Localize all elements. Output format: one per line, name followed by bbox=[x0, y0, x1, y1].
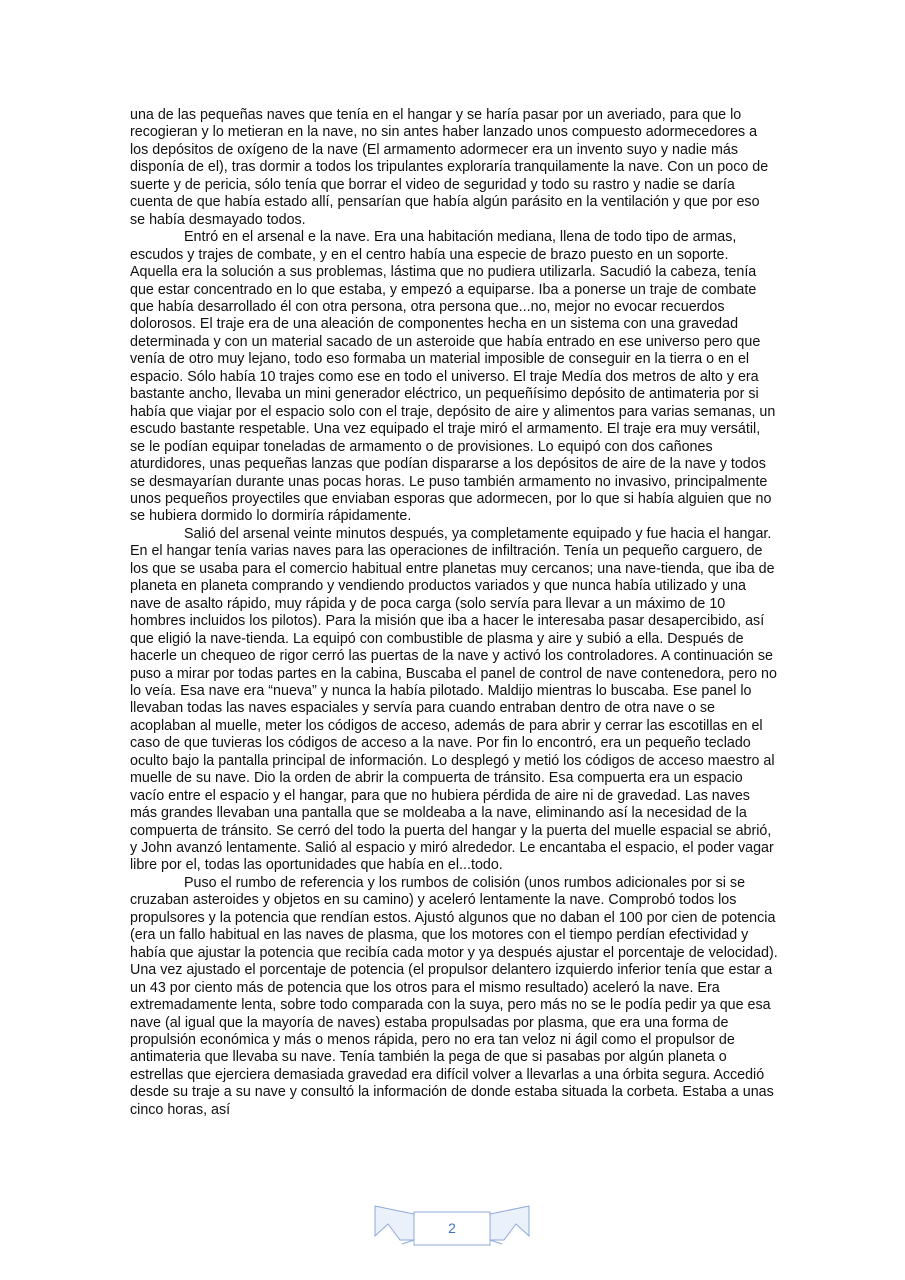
document-body bbox=[130, 107, 778, 1119]
paragraph-3: Salió del arsenal veinte minutos después, ya completamente equipado y fue hacia el hangar. En el hangar tenía varias naves para las operaciones de infiltración. Tenía un pequeño carguero, de los que se usaba para el comercio habitual entre planetas muy cercanos; una nave-tienda, que iba de planeta en planeta comprando y vendiendo productos variados y que nunca había utilizado y una nave de asalto rápido, muy rápida y de poca carga (solo servía para llevar a un máximo de 10 hombres incluidos los pilotos). Para la misión que iba a hacer le interesaba pasar desapercibido, así que eligió la nave-tienda. La equipó con combustible de plasma y aire y subió a ella. Después de hacerle un chequeo de rigor cerró las puertas de la nave y activó los controladores. A continuación se puso a mirar por todas partes en la cabina, Buscaba el panel de control de nave contenedora, pero no lo veía. Esa nave era “nueva” y nunca la había pilotado. Maldijo mientras lo buscaba. Ese panel lo llevaban todas las naves espaciales y servía para cuando entraban dentro de otra nave o se acoplaban al muelle, meter los códigos de acceso, además de para abrir y cerrar las escotillas en el caso de que tuvieras los códigos de acceso a la nave. Por fin lo encontró, era un pequeño teclado oculto bajo la pantalla principal de información. Lo desplegó y metió los códigos de acceso maestro al muelle de su nave. Dio la orden de abrir la compuerta de tránsito. Esa compuerta era un espacio vacío entre el espacio y el hangar, para que no hubiera pérdida de aire ni de gravedad. Las naves más grandes llevaban una pantalla que se moldeaba a la nave, eliminando así la necesidad de la compuerta de tránsito. Se cerró del todo la puerta del hangar y la puerta del muelle espacial se abrió, y John avanzó lentamente. Salió al espacio y miró alrededor. Le encantaba el espacio, el poder vagar libre por el, todas las oportunidades que había en el...todo. bbox=[130, 525, 777, 874]
paragraph-1: una de las pequeñas naves que tenía en el hangar y se haría pasar por un averiado, para que lo recogieran y lo metieran en la nave, no sin antes haber lanzado unos compuesto adormecedores a los depósitos de oxígeno de la nave (El armamento adormecer era un invento suyo y nadie más disponía de el), tras dormir a todos los tripulantes exploraría tranquilamente la nave. Con un poco de suerte y de pericia, sólo tenía que borrar el video de seguridad y todo su rastro y nadie se daría cuenta de que había estado allí, pensarían que había algún parásito en la ventilación y que por eso se había desmayado todos. bbox=[130, 107, 769, 228]
paragraph-4: Puso el rumbo de referencia y los rumbos de colisión (unos rumbos adicionales por si se cruzaban asteroides y objetos en su camino) y aceleró lentamente la nave. Comprobó todos los propulsores y la potencia que rendían estos. Ajustó algunos que no daban el 100 por cien de potencia (era un fallo habitual en las naves de plasma, que los motores con el tiempo perdían efectividad y había que ajustar la potencia que recibía cada motor y ya después ajustar el porcentaje de velocidad). Una vez ajustado el porcentaje de potencia (el propulsor delantero izquierdo inferior tenía que estar a un 43 por ciento más de potencia que los otros para el mismo resultado) aceleró la nave. Era extremadamente lenta, sobre todo comparada con la suya, pero más no se le podía pedir ya que esa nave (al igual que la mayoría de naves) estaba propulsadas por plasma, que era una forma de propulsión económica y más o menos rápida, pero no era tan veloz ni ágil como el propulsor de antimateria que llevaba su nave. Tenía también la pega de que si pasabas por algún planeta o estrellas que ejerciera demasiada gravedad era difícil volver a llevarlas a una órbita segura. Accedió desde su traje a su nave y consultó la información de donde estaba situada la corbeta. Estaba a unas cinco horas, así bbox=[130, 874, 778, 1118]
paragraph-2: Entró en el arsenal e la nave. Era una habitación mediana, llena de todo tipo de armas, escudos y trajes de combate, y en el centro había una especie de brazo puesto en un soporte. Aquella era la solución a sus problemas, lástima que no pudiera utilizarla. Sacudió la cabeza, tenía que estar concentrado en lo que estaba, y empezó a equiparse. Iba a ponerse un traje de combate que había desarrollado él con otra persona, otra persona que...no, mejor no evocar recuerdos dolorosos. El traje era de una aleación de componentes hecha en un sistema con una gravedad determinada y con un material sacado de un asteroide que había entrado en ese universo pero que venía de otro muy lejano, todo eso formaba un material imposible de conseguir en la tierra o en el espacio. Sólo había 10 trajes como ese en todo el universo. El traje Medía dos metros de alto y era bastante ancho, llevaba un mini generador eléctrico, un pequeñísimo depósito de antimateria por si había que viajar por el espacio solo con el traje, depósito de aire y alimentos para varias semanas, un escudo bastante respetable. Una vez equipado el traje miró el armamento. El traje era muy versátil, se le podían equipar toneladas de armamento o de provisiones. Lo equipó con dos cañones aturdidores, unas pequeñas lanzas que podían dispararse a los depósitos de aire de la nave y todos se desmayarían durante unas pocas horas. Le puso también armamento no invasivo, principalmente unos pequeños proyectiles que enviaban esporas que adormecen, por lo que si había alguien que no se hubiera dormido lo dormiría rápidamente. bbox=[130, 229, 776, 525]
page-number: 2 bbox=[448, 1220, 456, 1236]
page-footer bbox=[372, 1200, 532, 1250]
